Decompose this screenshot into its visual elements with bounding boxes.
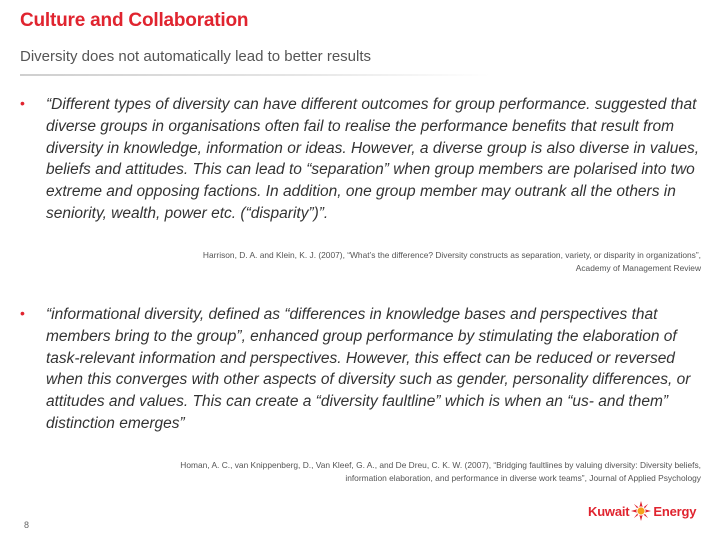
slide-title: Culture and Collaboration [20,10,249,31]
bullet-marker: • [20,305,25,321]
citation [21,459,701,484]
bullet-item [20,304,700,435]
bullet-quote: “Different types of diversity can have different outcomes for group performance. suggested that diverse groups in organisations often fail to realise the performance benefits that result from diversity in knowledge, information or ideas. However, a diverse group is also diverse in values, beliefs and attitudes. This can lead to “separation” when group members are polarised into two extreme and opposing factions. In addition, one group member may outrank all the others in seniority, wealth, power etc. (“disparity”)”. [46,96,700,222]
logo-word-energy: Energy [653,503,697,519]
citation-line: Homan, A. C., van Knippenberg, D., Van Kleef, G. A., and De Dreu, C. K. W. (2007), “Bridging faultlines by valuing diversity: Diversity beliefs, [180,460,701,470]
title-divider [20,74,490,76]
slide-subtitle: Diversity does not automatically lead to better results [20,48,371,65]
page-number: 8 [24,520,30,530]
company-logo [588,497,712,525]
citation-line: Harrison, D. A. and Klein, K. J. (2007), “What’s the difference? Diversity constructs as separation, variety, or disparity in organizations”, [202,250,701,260]
sun-flame-icon [630,500,652,522]
logo-word-kuwait: Kuwait [588,503,630,519]
citation [41,249,701,274]
citation-line: information elaboration, and performance in diverse work teams”, Journal of Applied Psychology [345,472,701,483]
bullet-quote: “informational diversity, defined as “differences in knowledge bases and perspectives that members bring to the group”, enhanced group performance by stimulating the elaboration of task-relevant information and perspectives. However, this effect can be reduced or reversed when this converges with other aspects of diversity such as gender, personality differences, or attitudes and values. This can create a “diversity faultline” which is when an “us- and them” distinction emerges” [46,306,691,432]
bullet-marker: • [20,95,25,111]
citation-line: Academy of Management Review [575,262,701,273]
bullet-item [20,94,700,225]
